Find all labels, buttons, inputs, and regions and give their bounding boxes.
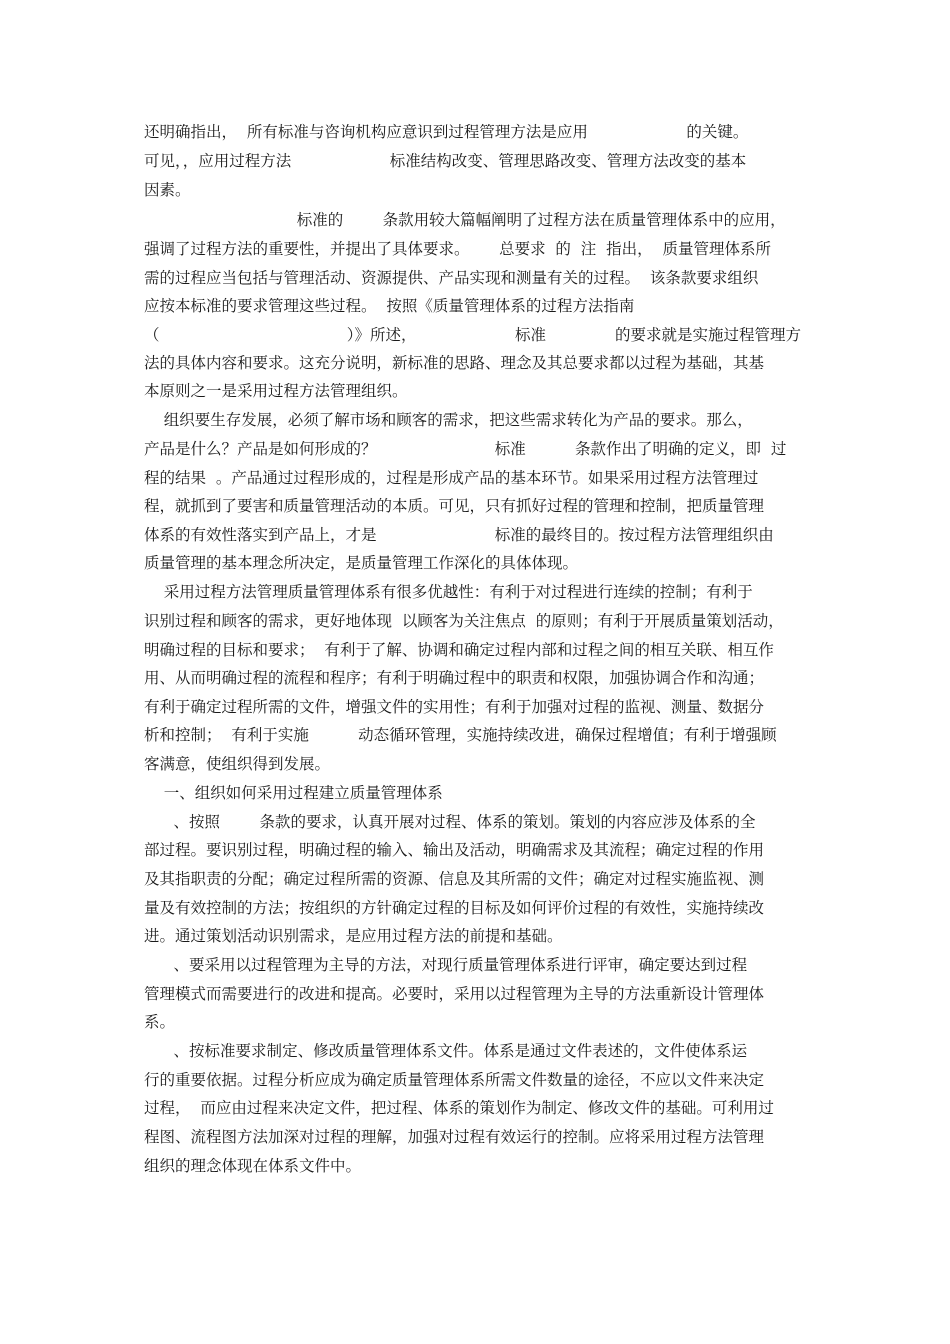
text-line: （ ）》所述， 标准 的要求就是实施过程管理方 xyxy=(144,326,801,344)
text-line: 识别过程和顾客的需求，更好地体现 以顾客为关注焦点 的原则；有利于开展质量策划活动， xyxy=(144,612,784,630)
text-line: 、按照 条款的要求，认真开展对过程、体系的策划。策划的内容应涉及体系的全 xyxy=(144,813,756,831)
text-line: 法的具体内容和要求。这充分说明，新标准的思路、理念及其总要求都以过程为基础，其基 xyxy=(144,354,765,372)
text-line: 组织要生存发展，必须了解市场和顾客的需求，把这些需求转化为产品的要求。那么， xyxy=(144,411,753,429)
text-line: 有利于确定过程所需的文件，增强文件的实用性；有利于加强对过程的监视、测量、数据分 xyxy=(144,698,765,716)
text-line: 标准的 条款用较大篇幅阐明了过程方法在质量管理体系中的应用， xyxy=(144,211,786,229)
text-line: 进。通过策划活动识别需求，是应用过程方法的前提和基础。 xyxy=(144,927,563,945)
text-line: 明确过程的目标和要求； 有利于了解、协调和确定过程内部和过程之间的相互关联、相互作 xyxy=(144,641,774,659)
text-line: 应按本标准的要求管理这些过程。 按照《质量管理体系的过程方法指南 xyxy=(144,297,635,315)
text-line: 部过程。要识别过程，明确过程的输入、输出及活动，明确需求及其流程；确定过程的作用 xyxy=(144,841,765,859)
section-heading: 一、组织如何采用过程建立质量管理体系 xyxy=(144,784,443,802)
text-line: 析和控制； 有利于实施 动态循环管理，实施持续改进，确保过程增值；有利于增强顾 xyxy=(144,726,777,744)
text-line: 采用过程方法管理质量管理体系有很多优越性：有利于对过程进行连续的控制；有利于 xyxy=(144,583,753,601)
text-line: 管理模式而需要进行的改进和提高。必要时，采用以过程管理为主导的方法重新设计管理体 xyxy=(144,985,765,1003)
text-line: 及其指职责的分配；确定过程所需的资源、信息及其所需的文件；确定对过程实施监视、测 xyxy=(144,870,765,888)
text-line: 组织的理念体现在体系文件中。 xyxy=(144,1157,362,1175)
text-line: 可见，，应用过程方法 标准结构改变、管理思路改变、管理方法改变的基本 xyxy=(144,152,747,170)
text-line: 体系的有效性落实到产品上，才是 标准的最终目的。按过程方法管理组织由 xyxy=(144,526,774,544)
text-line: 量及有效控制的方法；按组织的方针确定过程的目标及如何评价过程的有效性，实施持续改 xyxy=(144,899,765,917)
text-line: 程的结果 。产品通过过程形成的，过程是形成产品的基本环节。如果采用过程方法管理过 xyxy=(144,469,759,487)
text-line: 需的过程应当包括与管理活动、资源提供、产品实现和测量有关的过程。 该条款要求组织 xyxy=(144,269,759,287)
text-line: 用、从而明确过程的流程和程序；有利于明确过程中的职责和权限，加强协调合作和沟通； xyxy=(144,669,765,687)
text-line: 程，就抓到了要害和质量管理活动的本质。可见，只有抓好过程的管理和控制，把质量管理 xyxy=(144,497,765,515)
text-line: 因素。 xyxy=(144,181,191,199)
text-line: 过程， 而应由过程来决定文件，把过程、体系的策划作为制定、修改文件的基础。可利用过 xyxy=(144,1099,774,1117)
text-line: 系。 xyxy=(144,1013,176,1031)
text-line: 、按标准要求制定、修改质量管理体系文件。体系是通过文件表述的，文件使体系运 xyxy=(144,1042,748,1060)
text-line: 程图、流程图方法加深对过程的理解，加强对过程有效运行的控制。应将采用过程方法管理 xyxy=(144,1128,765,1146)
text-line: 本原则之一是采用过程方法管理组织。 xyxy=(144,382,408,400)
text-line: 行的重要依据。过程分析应成为确定质量管理体系所需文件数量的途径，不应以文件来决定 xyxy=(144,1071,765,1089)
text-line: 还明确指出， 所有标准与咨询机构应意识到过程管理方法是应用 的关键。 xyxy=(144,123,749,141)
text-line: 强调了过程方法的重要性，并提出了具体要求。 总要求 的 注 指出， 质量管理体系所 xyxy=(144,240,771,258)
text-line: 质量管理的基本理念所决定，是质量管理工作深化的具体体现。 xyxy=(144,554,579,572)
text-line: 客满意，使组织得到发展。 xyxy=(144,755,331,773)
text-line: 、要采用以过程管理为主导的方法，对现行质量管理体系进行评审，确定要达到过程 xyxy=(144,956,748,974)
text-line: 产品是什么？产品是如何形成的？ 标准 条款作出了明确的定义，即 过 xyxy=(144,440,787,458)
